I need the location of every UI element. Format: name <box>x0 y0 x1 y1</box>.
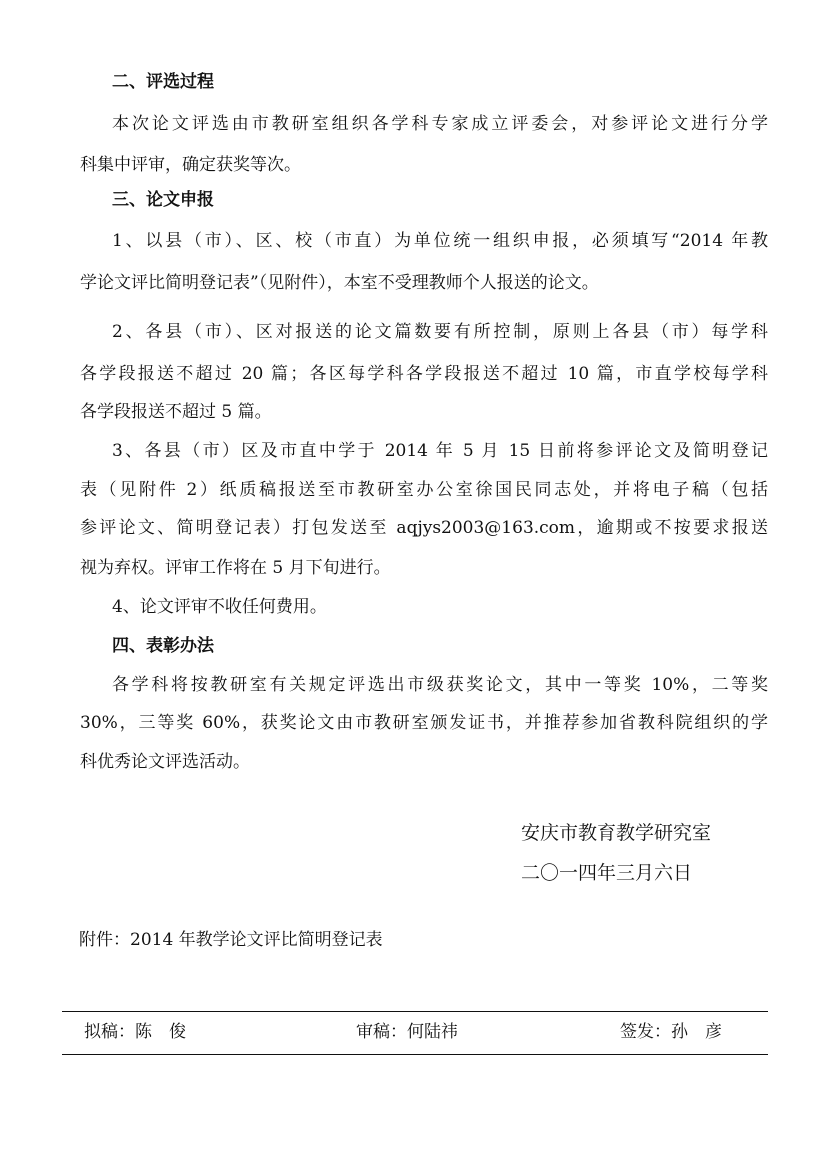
awards-text-line-1: 各学科将按教研室有关规定评选出市级获奖论文，其中一等奖 10%，二等奖 <box>112 675 768 695</box>
signature-org: 安庆市教育教学研究室 <box>521 822 712 844</box>
submission-item-2-line-1: 2、各县（市）、区对报送的论文篇数要有所控制，原则上各县（市）每学科 <box>112 322 768 342</box>
submission-item-3-line-3: 参评论文、简明登记表）打包发送至 aqjys2003@163.com，逾期或不按要求报送 <box>80 518 768 538</box>
footer-bottom-rule <box>62 1054 768 1055</box>
section-heading-submission: 三、论文申报 <box>112 190 214 210</box>
awards-text-line-2: 30%，三等奖 60%，获奖论文由市教研室颁发证书，并推荐参加省教科院组织的学 <box>80 713 768 733</box>
submission-item-1-line-1: 1、以县（市）、区、校（市直）为单位统一组织申报，必须填写“2014 年教 <box>112 231 768 251</box>
awards-text-line-3: 科优秀论文评选活动。 <box>80 752 250 772</box>
footer-draft: 拟稿：陈 俊 <box>84 1022 186 1042</box>
attachment-note: 附件：2014 年教学论文评比简明登记表 <box>79 930 383 950</box>
submission-item-3-line-4: 视为弃权。评审工作将在 5 月下旬进行。 <box>80 558 391 578</box>
footer-issue: 签发：孙 彦 <box>620 1022 722 1042</box>
section-heading-awards: 四、表彰办法 <box>112 636 214 656</box>
signature-date: 二〇一四年三月六日 <box>521 862 693 884</box>
submission-item-3-line-1: 3、各县（市）区及市直中学于 2014 年 5 月 15 日前将参评论文及简明登记 <box>112 441 768 461</box>
submission-item-2-line-2: 各学段报送不超过 20 篇；各区每学科各学段报送不超过 10 篇，市直学校每学科 <box>80 364 768 384</box>
submission-item-2-line-3: 各学段报送不超过 5 篇。 <box>80 402 272 422</box>
section-heading-process: 二、评选过程 <box>112 72 214 92</box>
submission-item-4: 4、论文评审不收任何费用。 <box>112 597 327 617</box>
footer-top-rule <box>62 1011 768 1012</box>
submission-item-1-line-2: 学论文评比简明登记表”（见附件），本室不受理教师个人报送的论文。 <box>80 273 599 293</box>
submission-item-3-line-2: 表（见附件 2）纸质稿报送至市教研室办公室徐国民同志处，并将电子稿（包括 <box>80 480 768 500</box>
process-text-line-1: 本次论文评选由市教研室组织各学科专家成立评委会，对参评论文进行分学 <box>112 114 768 134</box>
footer-review: 审稿：何陆祎 <box>356 1022 458 1042</box>
process-text-line-2: 科集中评审，确定获奖等次。 <box>80 155 301 175</box>
